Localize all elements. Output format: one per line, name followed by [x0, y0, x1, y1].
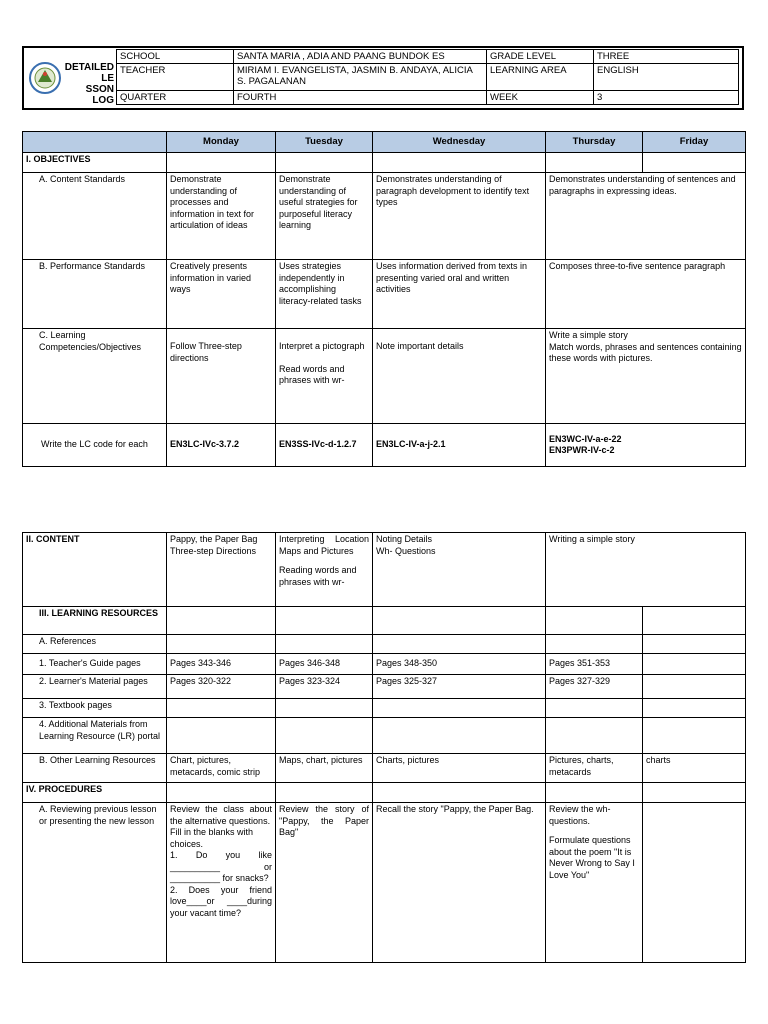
header-table — [116, 49, 739, 105]
review-lesson-wed: Recall the story "Pappy, the Paper Bag. — [373, 803, 546, 963]
empty-cell — [167, 718, 276, 754]
review-mon-line: 2. Does your friend love____or ____during your vacant time? — [170, 884, 272, 918]
teachers-guide-mon: Pages 343-346 — [167, 654, 276, 675]
content-standards-tue: Demonstrate understanding of useful strategies for purposeful literacy learning — [276, 173, 373, 260]
competencies-label: C. Learning Competencies/Objectives — [23, 329, 167, 424]
learners-material-thu: Pages 327-329 — [546, 675, 643, 699]
content-standards-thu: Demonstrates understanding of sentences and paragraphs in expressing ideas. — [546, 173, 746, 260]
empty-cell — [373, 153, 546, 173]
content-mon — [167, 533, 276, 607]
school-value: SANTA MARIA , ADIA AND PAANG BUNDOK ES — [234, 50, 487, 64]
lc-code-thu — [546, 424, 746, 467]
empty-cell — [643, 803, 746, 963]
empty-cell — [276, 607, 373, 635]
empty-cell — [373, 607, 546, 635]
empty-cell — [643, 675, 746, 699]
teachers-guide-tue: Pages 346-348 — [276, 654, 373, 675]
empty-cell — [167, 607, 276, 635]
empty-cell — [546, 699, 643, 718]
dll-title-line: DETAILED — [64, 62, 114, 73]
content-mon-line: Three-step Directions — [170, 545, 257, 556]
empty-cell — [643, 718, 746, 754]
review-lesson-label: A. Reviewing previous lesson or presenting the new lesson — [23, 803, 167, 963]
objectives-table — [22, 131, 746, 467]
content-standards-mon: Demonstrate understanding of processes and information in text for articulation of ideas — [167, 173, 276, 260]
empty-cell — [276, 718, 373, 754]
content-tue-line: Interpreting Location Maps and Pictures — [279, 534, 369, 556]
empty-cell — [276, 699, 373, 718]
teachers-guide-label: 1. Teacher's Guide pages — [23, 654, 167, 675]
references-label: A. References — [23, 635, 167, 654]
teachers-guide-wed: Pages 348-350 — [373, 654, 546, 675]
other-resources-wed: Charts, pictures — [373, 754, 546, 783]
grade-level-value: THREE — [594, 50, 739, 64]
week-value: 3 — [594, 91, 739, 105]
performance-standards-label: B. Performance Standards — [23, 260, 167, 329]
empty-cell — [167, 635, 276, 654]
additional-materials-label: 4. Additional Materials from Learning Resource (LR) portal — [23, 718, 167, 754]
review-mon-line: Review the class about the alternative questions. — [170, 804, 272, 826]
quarter-label: QUARTER — [117, 91, 234, 105]
references-row — [23, 635, 746, 654]
dll-title-line: LE — [101, 73, 114, 84]
header-row-school — [117, 50, 739, 64]
dll-title-line: LOG — [92, 95, 114, 106]
performance-standards-wed: Uses information derived from texts in presenting varied oral and written activities — [373, 260, 546, 329]
competencies-thu — [546, 329, 746, 424]
review-lesson-tue: Review the story of "Pappy, the Paper Bag" — [276, 803, 373, 963]
day-header-wednesday: Wednesday — [373, 132, 546, 153]
empty-cell — [373, 783, 546, 803]
empty-cell — [373, 699, 546, 718]
empty-cell — [643, 783, 746, 803]
day-header-friday: Friday — [643, 132, 746, 153]
grade-level-label: GRADE LEVEL — [487, 50, 594, 64]
competencies-wed: Note important details — [373, 329, 546, 424]
empty-cell — [546, 607, 643, 635]
week-label: WEEK — [487, 91, 594, 105]
day-header-tuesday: Tuesday — [276, 132, 373, 153]
learning-area-value: ENGLISH — [594, 64, 739, 91]
lc-code-thu-line: EN3PWR-IV-c-2 — [549, 445, 615, 455]
empty-cell — [167, 783, 276, 803]
competencies-tue-line: Interpret a pictograph — [279, 341, 365, 351]
review-lesson-thu — [546, 803, 643, 963]
textbook-row — [23, 699, 746, 718]
lc-code-tue: EN3SS-IVc-d-1.2.7 — [276, 424, 373, 467]
lc-code-thu-line: EN3WC-IV-a-e-22 — [549, 433, 622, 444]
school-label: SCHOOL — [117, 50, 234, 64]
lc-code-mon: EN3LC-IVc-3.7.2 — [167, 424, 276, 467]
learners-material-row — [23, 675, 746, 699]
procedures-label: IV. PROCEDURES — [23, 783, 167, 803]
review-thu-line: Formulate questions about the poem "It is Never Wrong to Say I Love You" — [549, 835, 635, 880]
learning-area-label: LEARNING AREA — [487, 64, 594, 91]
review-lesson-mon — [167, 803, 276, 963]
empty-cell — [276, 783, 373, 803]
empty-cell — [643, 635, 746, 654]
empty-cell — [167, 699, 276, 718]
competencies-tue — [276, 329, 373, 424]
empty-cell — [546, 153, 643, 173]
textbook-label: 3. Textbook pages — [23, 699, 167, 718]
other-resources-fri: charts — [643, 754, 746, 783]
header-row-teacher — [117, 64, 739, 91]
lc-code-label: Write the LC code for each — [23, 424, 167, 467]
empty-cell — [373, 718, 546, 754]
learners-material-wed: Pages 325-327 — [373, 675, 546, 699]
objectives-section-row — [23, 153, 746, 173]
other-resources-thu: Pictures, charts, metacards — [546, 754, 643, 783]
empty-cell — [643, 654, 746, 675]
day-header-thursday: Thursday — [546, 132, 643, 153]
empty-cell — [373, 635, 546, 654]
review-mon-line: 1. Do you like __________ or __________ for snacks? — [170, 850, 272, 883]
performance-standards-tue: Uses strategies independently in accomplishing literacy-related tasks — [276, 260, 373, 329]
dll-title — [58, 62, 114, 106]
content-label: II. CONTENT — [23, 533, 167, 607]
learners-material-mon: Pages 320-322 — [167, 675, 276, 699]
performance-standards-row — [23, 260, 746, 329]
teachers-guide-thu: Pages 351-353 — [546, 654, 643, 675]
learning-resources-row — [23, 607, 746, 635]
procedures-section-row — [23, 783, 746, 803]
quarter-value: FOURTH — [234, 91, 487, 105]
empty-cell — [643, 607, 746, 635]
content-thu: Writing a simple story — [546, 533, 746, 607]
performance-standards-mon: Creatively presents information in varied ways — [167, 260, 276, 329]
content-mon-line: Pappy, the Paper Bag — [170, 534, 258, 544]
empty-cell — [546, 635, 643, 654]
content-wed-line: Noting Details — [376, 534, 433, 544]
content-standards-wed: Demonstrates understanding of paragraph development to identify text types — [373, 173, 546, 260]
competencies-tue-line: Read words and phrases with wr- — [279, 363, 345, 385]
day-header-monday: Monday — [167, 132, 276, 153]
empty-cell — [643, 153, 746, 173]
empty-header-cell — [23, 132, 167, 153]
other-resources-mon: Chart, pictures, metacards, comic strip — [167, 754, 276, 783]
teachers-guide-row — [23, 654, 746, 675]
learners-material-tue: Pages 323-324 — [276, 675, 373, 699]
empty-cell — [546, 718, 643, 754]
learning-resources-label: III. LEARNING RESOURCES — [23, 607, 167, 635]
other-resources-row — [23, 754, 746, 783]
teacher-label: TEACHER — [117, 64, 234, 91]
other-resources-tue: Maps, chart, pictures — [276, 754, 373, 783]
empty-cell — [546, 783, 643, 803]
learners-material-label: 2. Learner's Material pages — [23, 675, 167, 699]
content-standards-label: A. Content Standards — [23, 173, 167, 260]
days-header-row — [23, 132, 746, 153]
content-resources-table — [22, 532, 746, 963]
division-seal-logo — [28, 52, 62, 104]
review-thu-line: Review the wh- questions. — [549, 804, 611, 826]
review-lesson-row — [23, 803, 746, 963]
competencies-row — [23, 329, 746, 424]
empty-cell — [276, 153, 373, 173]
empty-cell — [167, 153, 276, 173]
performance-standards-thu: Composes three-to-five sentence paragraph — [546, 260, 746, 329]
content-wed-line: Wh- Questions — [376, 545, 436, 556]
content-row — [23, 533, 746, 607]
teacher-value: MIRIAM I. EVANGELISTA, JASMIN B. ANDAYA, ALICIA S. PAGALANAN — [234, 64, 487, 91]
competencies-mon: Follow Three-step directions — [167, 329, 276, 424]
content-tue-line: Reading words and phrases with wr- — [279, 565, 357, 587]
objectives-title: I. OBJECTIVES — [23, 153, 167, 173]
additional-materials-row — [23, 718, 746, 754]
header-row-quarter — [117, 91, 739, 105]
content-tue — [276, 533, 373, 607]
dll-title-line: SSON — [85, 84, 114, 95]
content-standards-row — [23, 173, 746, 260]
review-mon-line: Fill in the blanks with choices. — [170, 827, 254, 849]
empty-cell — [643, 699, 746, 718]
lc-code-wed: EN3LC-IV-a-j-2.1 — [373, 424, 546, 467]
other-resources-label: B. Other Learning Resources — [23, 754, 167, 783]
lc-code-row — [23, 424, 746, 467]
content-wed — [373, 533, 546, 607]
competencies-thu-line: Write a simple story — [549, 330, 628, 340]
empty-cell — [276, 635, 373, 654]
competencies-thu-line: Match words, phrases and sentences containing these words with pictures. — [549, 341, 742, 363]
